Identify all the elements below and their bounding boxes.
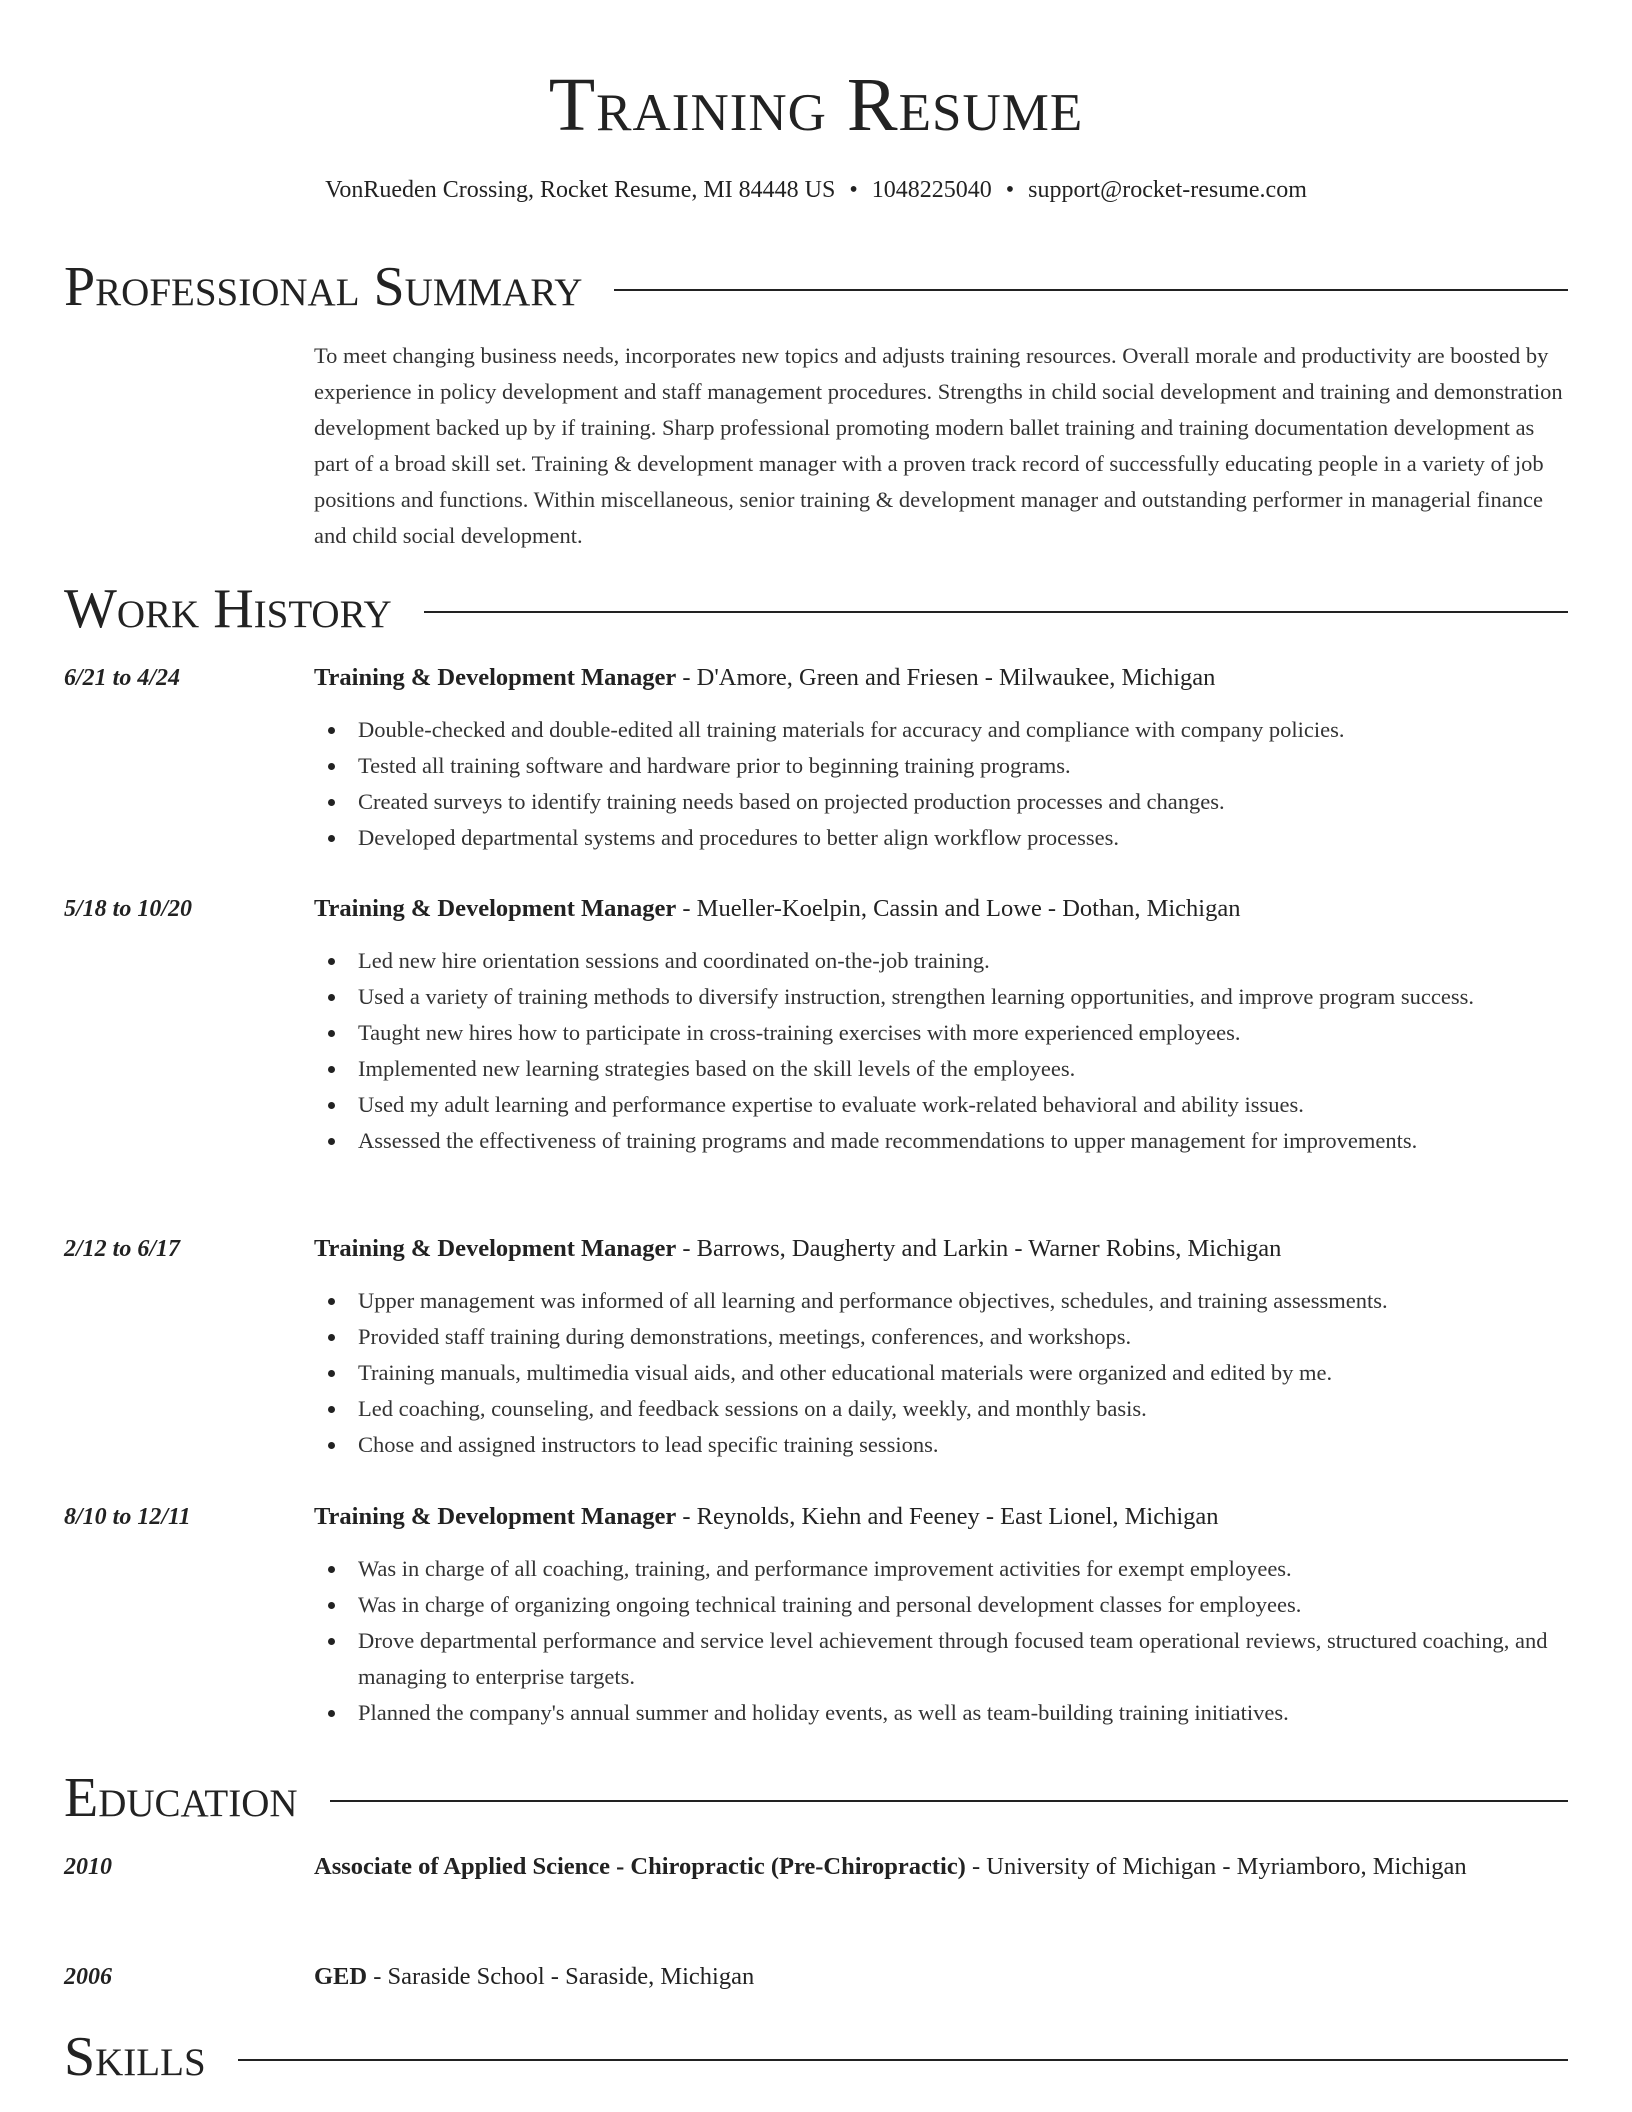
job-bullets xyxy=(314,712,1568,856)
list-item: Implemented new learning strategies based on the skill levels of the employees. xyxy=(314,1051,1568,1087)
section-professional-summary xyxy=(64,254,1568,320)
list-item: Led new hire orientation sessions and coordinated on-the-job training. xyxy=(314,943,1568,979)
section-skills xyxy=(64,2024,1568,2090)
list-item: Tested all training software and hardware prior to beginning training programs. xyxy=(314,748,1568,784)
education-degree: Associate of Applied Science - Chiropractic (Pre-Chiropractic) xyxy=(314,1853,966,1880)
education-school: - University of Michigan - Myriamboro, Michigan xyxy=(965,1853,1467,1880)
job-dates: 5/18 to 10/20 xyxy=(64,896,193,922)
list-item: Assessed the effectiveness of training programs and made recommendations to upper management for improvements. xyxy=(314,1123,1568,1159)
list-item: Training manuals, multimedia visual aids, and other educational materials were organized and edited by me. xyxy=(314,1355,1568,1391)
list-item: Provided staff training during demonstrations, meetings, conferences, and workshops. xyxy=(314,1319,1568,1355)
section-heading: Skills xyxy=(64,2026,206,2088)
list-item: Was in charge of all coaching, training, and performance improvement activities for exempt employees. xyxy=(314,1551,1568,1587)
section-divider xyxy=(424,611,1568,613)
section-heading: Professional Summary xyxy=(64,256,583,318)
education-degree: GED xyxy=(314,1963,368,1990)
education-year: 2010 xyxy=(64,1854,112,1880)
job-heading xyxy=(314,889,1568,929)
education-school: - Saraside School - Saraside, Michigan xyxy=(367,1963,755,1990)
contact-line xyxy=(0,174,1632,206)
job-title: Training & Development Manager xyxy=(314,1503,677,1530)
job-dates: 8/10 to 12/11 xyxy=(64,1504,191,1530)
summary-text: To meet changing business needs, incorporates new topics and adjusts training resources. Overall morale and productivity are boosted by experience in policy development and staff management procedures. Strengths in child social development and training and demonstration development backed up by if training. Sharp professional promoting modern ballet training and training documentation development as part of a broad skill set. Training & development manager with a proven track record of successfully educating people in a variety of job positions and functions. Within miscellaneous, senior training & development manager and outstanding performer in managerial finance and child social development. xyxy=(314,343,1563,548)
job-employer: - Mueller-Koelpin, Cassin and Lowe - Dothan, Michigan xyxy=(676,895,1241,922)
list-item: Created surveys to identify training needs based on projected production processes and changes. xyxy=(314,784,1568,820)
education-entry xyxy=(314,1957,1568,1997)
job-dates: 2/12 to 6/17 xyxy=(64,1236,181,1262)
section-divider xyxy=(238,2059,1568,2061)
job-bullets xyxy=(314,943,1568,1159)
list-item: Led coaching, counseling, and feedback sessions on a daily, weekly, and monthly basis. xyxy=(314,1391,1568,1427)
list-item: Used a variety of training methods to diversify instruction, strengthen learning opportunities, and improve program success. xyxy=(314,979,1568,1015)
job-title: Training & Development Manager xyxy=(314,895,677,922)
contact-address: VonRueden Crossing, Rocket Resume, MI 84448 US xyxy=(325,177,836,203)
list-item: Drove departmental performance and service level achievement through focused team operational reviews, structured coaching, and managing to enterprise targets. xyxy=(314,1623,1568,1695)
list-item: Was in charge of organizing ongoing technical training and personal development classes for employees. xyxy=(314,1587,1568,1623)
job-dates: 6/21 to 4/24 xyxy=(64,665,181,691)
job-employer: - Barrows, Daugherty and Larkin - Warner Robins, Michigan xyxy=(676,1235,1282,1262)
contact-separator: • xyxy=(849,177,858,203)
section-heading: Work History xyxy=(64,578,392,640)
section-divider xyxy=(614,289,1568,291)
resume-title: Training Resume xyxy=(548,63,1084,147)
section-heading: Education xyxy=(64,1767,298,1829)
section-work-history xyxy=(64,576,1568,642)
education-entry xyxy=(314,1847,1568,1887)
job-bullets xyxy=(314,1551,1568,1731)
contact-phone: 1048225040 xyxy=(871,177,992,203)
job-heading xyxy=(314,658,1568,698)
section-divider xyxy=(330,1800,1568,1802)
contact-separator: • xyxy=(1005,177,1015,203)
section-education xyxy=(64,1765,1568,1831)
contact-email: support@rocket-resume.com xyxy=(1028,177,1307,203)
job-heading xyxy=(314,1229,1568,1269)
job-heading xyxy=(314,1497,1568,1537)
education-year: 2006 xyxy=(64,1964,112,1990)
list-item: Developed departmental systems and procedures to better align workflow processes. xyxy=(314,820,1568,856)
job-bullets xyxy=(314,1283,1568,1463)
list-item: Used my adult learning and performance expertise to evaluate work-related behavioral and ability issues. xyxy=(314,1087,1568,1123)
list-item: Planned the company's annual summer and holiday events, as well as team-building training initiatives. xyxy=(314,1695,1568,1731)
job-employer: - D'Amore, Green and Friesen - Milwaukee, Michigan xyxy=(676,664,1216,691)
job-title: Training & Development Manager xyxy=(314,664,677,691)
list-item: Chose and assigned instructors to lead specific training sessions. xyxy=(314,1427,1568,1463)
list-item: Taught new hires how to participate in cross-training exercises with more experienced employees. xyxy=(314,1015,1568,1051)
list-item: Double-checked and double-edited all training materials for accuracy and compliance with company policies. xyxy=(314,712,1568,748)
job-employer: - Reynolds, Kiehn and Feeney - East Lionel, Michigan xyxy=(676,1503,1219,1530)
list-item: Upper management was informed of all learning and performance objectives, schedules, and training assessments. xyxy=(314,1283,1568,1319)
job-title: Training & Development Manager xyxy=(314,1235,677,1262)
